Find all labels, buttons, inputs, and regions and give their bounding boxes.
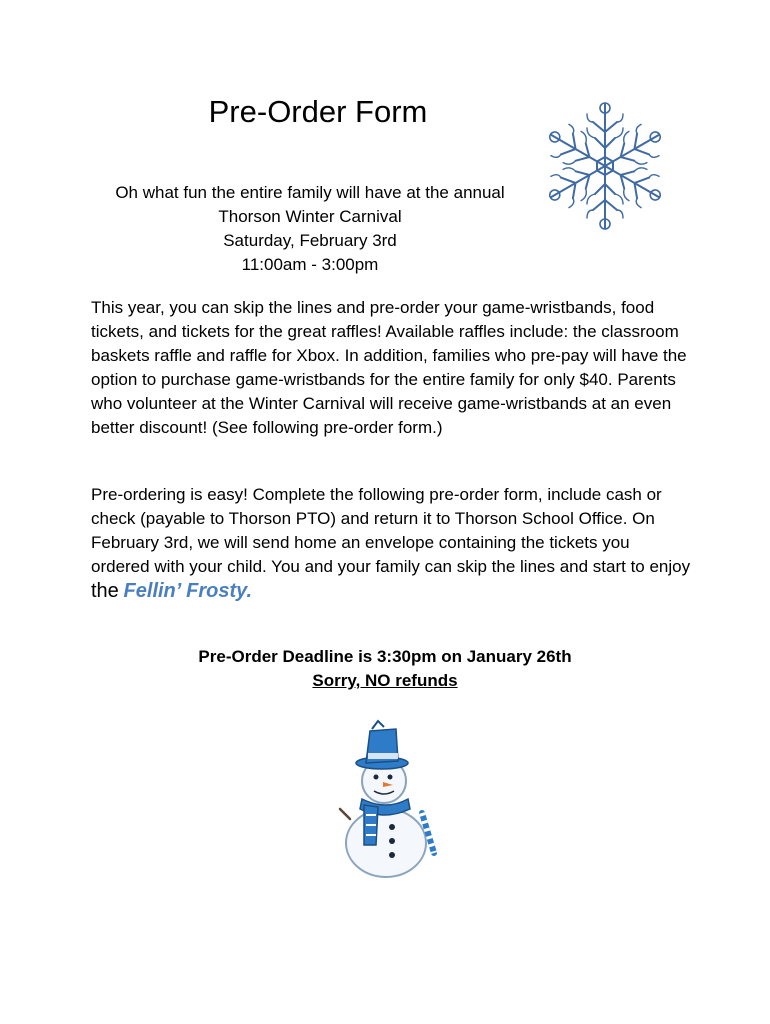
deadline-text: Pre-Order Deadline is 3:30pm on January 26th [198,647,572,666]
fellin-frosty-highlight: Fellin’ Frosty [123,580,247,602]
no-refunds-text: Sorry, NO refunds [312,671,458,690]
instructions-paragraph [91,483,691,604]
deadline-notice [0,645,770,693]
page-title: Pre-Order Form [208,94,428,129]
intro-line: Oh what fun the entire family will have at the annual [115,183,505,202]
period: . [246,580,253,602]
instructions-text: Pre-ordering is easy! Complete the following pre-order form, include cash or check (payable to Thorson PTO) and return it to Thorson School Office. On February 3rd, we will send home an envelope containing the tickets you ordered with your child. You and your family can skip the lines and start to enjoy [91,485,691,576]
event-date: Saturday, February 3rd [223,231,397,250]
body-paragraph: This year, you can skip the lines and pre-order your game-wristbands, food tickets, and tickets for the great raffles! Available raffles include: the classroom baskets raffle and raffle for Xbox. In addition, families who pre-pay will have the option to purchase game-wristbands for the entire family for only $40. Parents who volunteer at the Winter Carnival will receive game-wristbands at an even better discount! (See following pre-order form.) [91,298,687,437]
snowman-icon [326,715,442,883]
the-word: the [91,580,119,602]
event-name: Thorson Winter Carnival [218,207,402,226]
snowflake-icon [541,96,669,236]
event-time: 11:00am - 3:00pm [241,255,379,274]
event-intro [100,181,520,277]
